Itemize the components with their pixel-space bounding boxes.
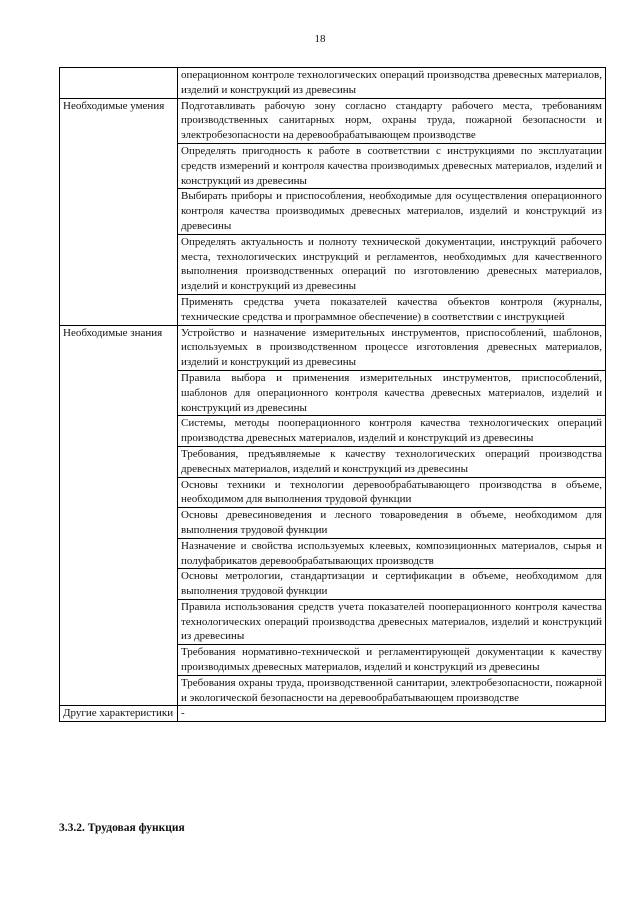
table-row bbox=[60, 706, 606, 722]
row-text: Основы метрологии, стандартизации и сертификации в объеме, необходимом для выполнения трудовой функции bbox=[178, 569, 606, 600]
row-text: Устройство и назначение измерительных инструментов, приспособлений, шаблонов, используемых в производственном процессе изготовления древесных материалов, изделий и конструкций из древесины bbox=[178, 325, 606, 370]
section-heading: 3.3.2. Трудовая функция bbox=[59, 822, 185, 834]
row-text: Определять актуальность и полноту технической документации, инструкций рабочего места, технологических инструкций и регламентов, необходимых для качественного выполнения производственных операций по изготовлению древесных материалов, изделий и конструкций из древесины bbox=[178, 234, 606, 294]
row-text: Подготавливать рабочую зону согласно стандарту рабочего места, требованиям производственных санитарных норм, охраны труда, пожарной безопасности и электробезопасности на деревообрабатывающем производстве bbox=[178, 98, 606, 143]
row-text: Требования охраны труда, производственной санитарии, электробезопасности, пожарной и экологической безопасности на деревообрабатывающем производстве bbox=[178, 675, 606, 706]
row-text: Правила выбора и применения измерительных инструментов, приспособлений, шаблонов для операционного контроля качества древесных материалов, изделий и конструкций из древесины bbox=[178, 370, 606, 415]
page-number: 18 bbox=[314, 33, 326, 45]
table-row bbox=[60, 325, 606, 370]
row-text: Выбирать приборы и приспособления, необходимые для осуществления операционного контроля качества производимых древесных материалов, изделий и конструкций из древесины bbox=[178, 189, 606, 234]
row-label bbox=[60, 68, 178, 99]
row-label-skills: Необходимые умения bbox=[60, 98, 178, 325]
row-text: Назначение и свойства используемых клеевых, композиционных материалов, сырья и полуфабрикатов деревообрабатывающих производств bbox=[178, 538, 606, 569]
row-text: Требования, предъявляемые к качеству технологических операций производства древесных материалов, изделий и конструкций из древесины bbox=[178, 446, 606, 477]
row-text: операционном контроле технологических операций производства древесных материалов, изделий и конструкций из древесины bbox=[178, 68, 606, 99]
competency-table bbox=[59, 67, 606, 722]
table-row bbox=[60, 98, 606, 143]
row-text: Определять пригодность к работе в соответствии с инструкциями по эксплуатации средств измерений и контроля качества производимых древесных материалов, изделий и конструкций из древесины bbox=[178, 143, 606, 188]
row-text: Основы древесиноведения и лесного товароведения в объеме, необходимом для выполнения трудовой функции bbox=[178, 508, 606, 539]
row-text: Основы техники и технологии деревообрабатывающего производства в объеме, необходимом для выполнения трудовой функции bbox=[178, 477, 606, 508]
row-text: - bbox=[178, 706, 606, 722]
row-text: Применять средства учета показателей качества объектов контроля (журналы, технические средства и программное обеспечение) в соответствии с инструкцией bbox=[178, 294, 606, 325]
table-row bbox=[60, 68, 606, 99]
row-text: Системы, методы пооперационного контроля качества технологических операций производства древесных материалов, изделий и конструкций из древесины bbox=[178, 416, 606, 447]
row-text: Правила использования средств учета показателей пооперационного контроля качества технологических операций производства древесных материалов, изделий и конструкций из древесины bbox=[178, 599, 606, 644]
row-label-knowledge: Необходимые знания bbox=[60, 325, 178, 706]
row-label-other: Другие характеристики bbox=[60, 706, 178, 722]
row-text: Требования нормативно-технической и регламентирующей документации к качеству производимых древесных материалов, изделий и конструкций из древесины bbox=[178, 645, 606, 676]
